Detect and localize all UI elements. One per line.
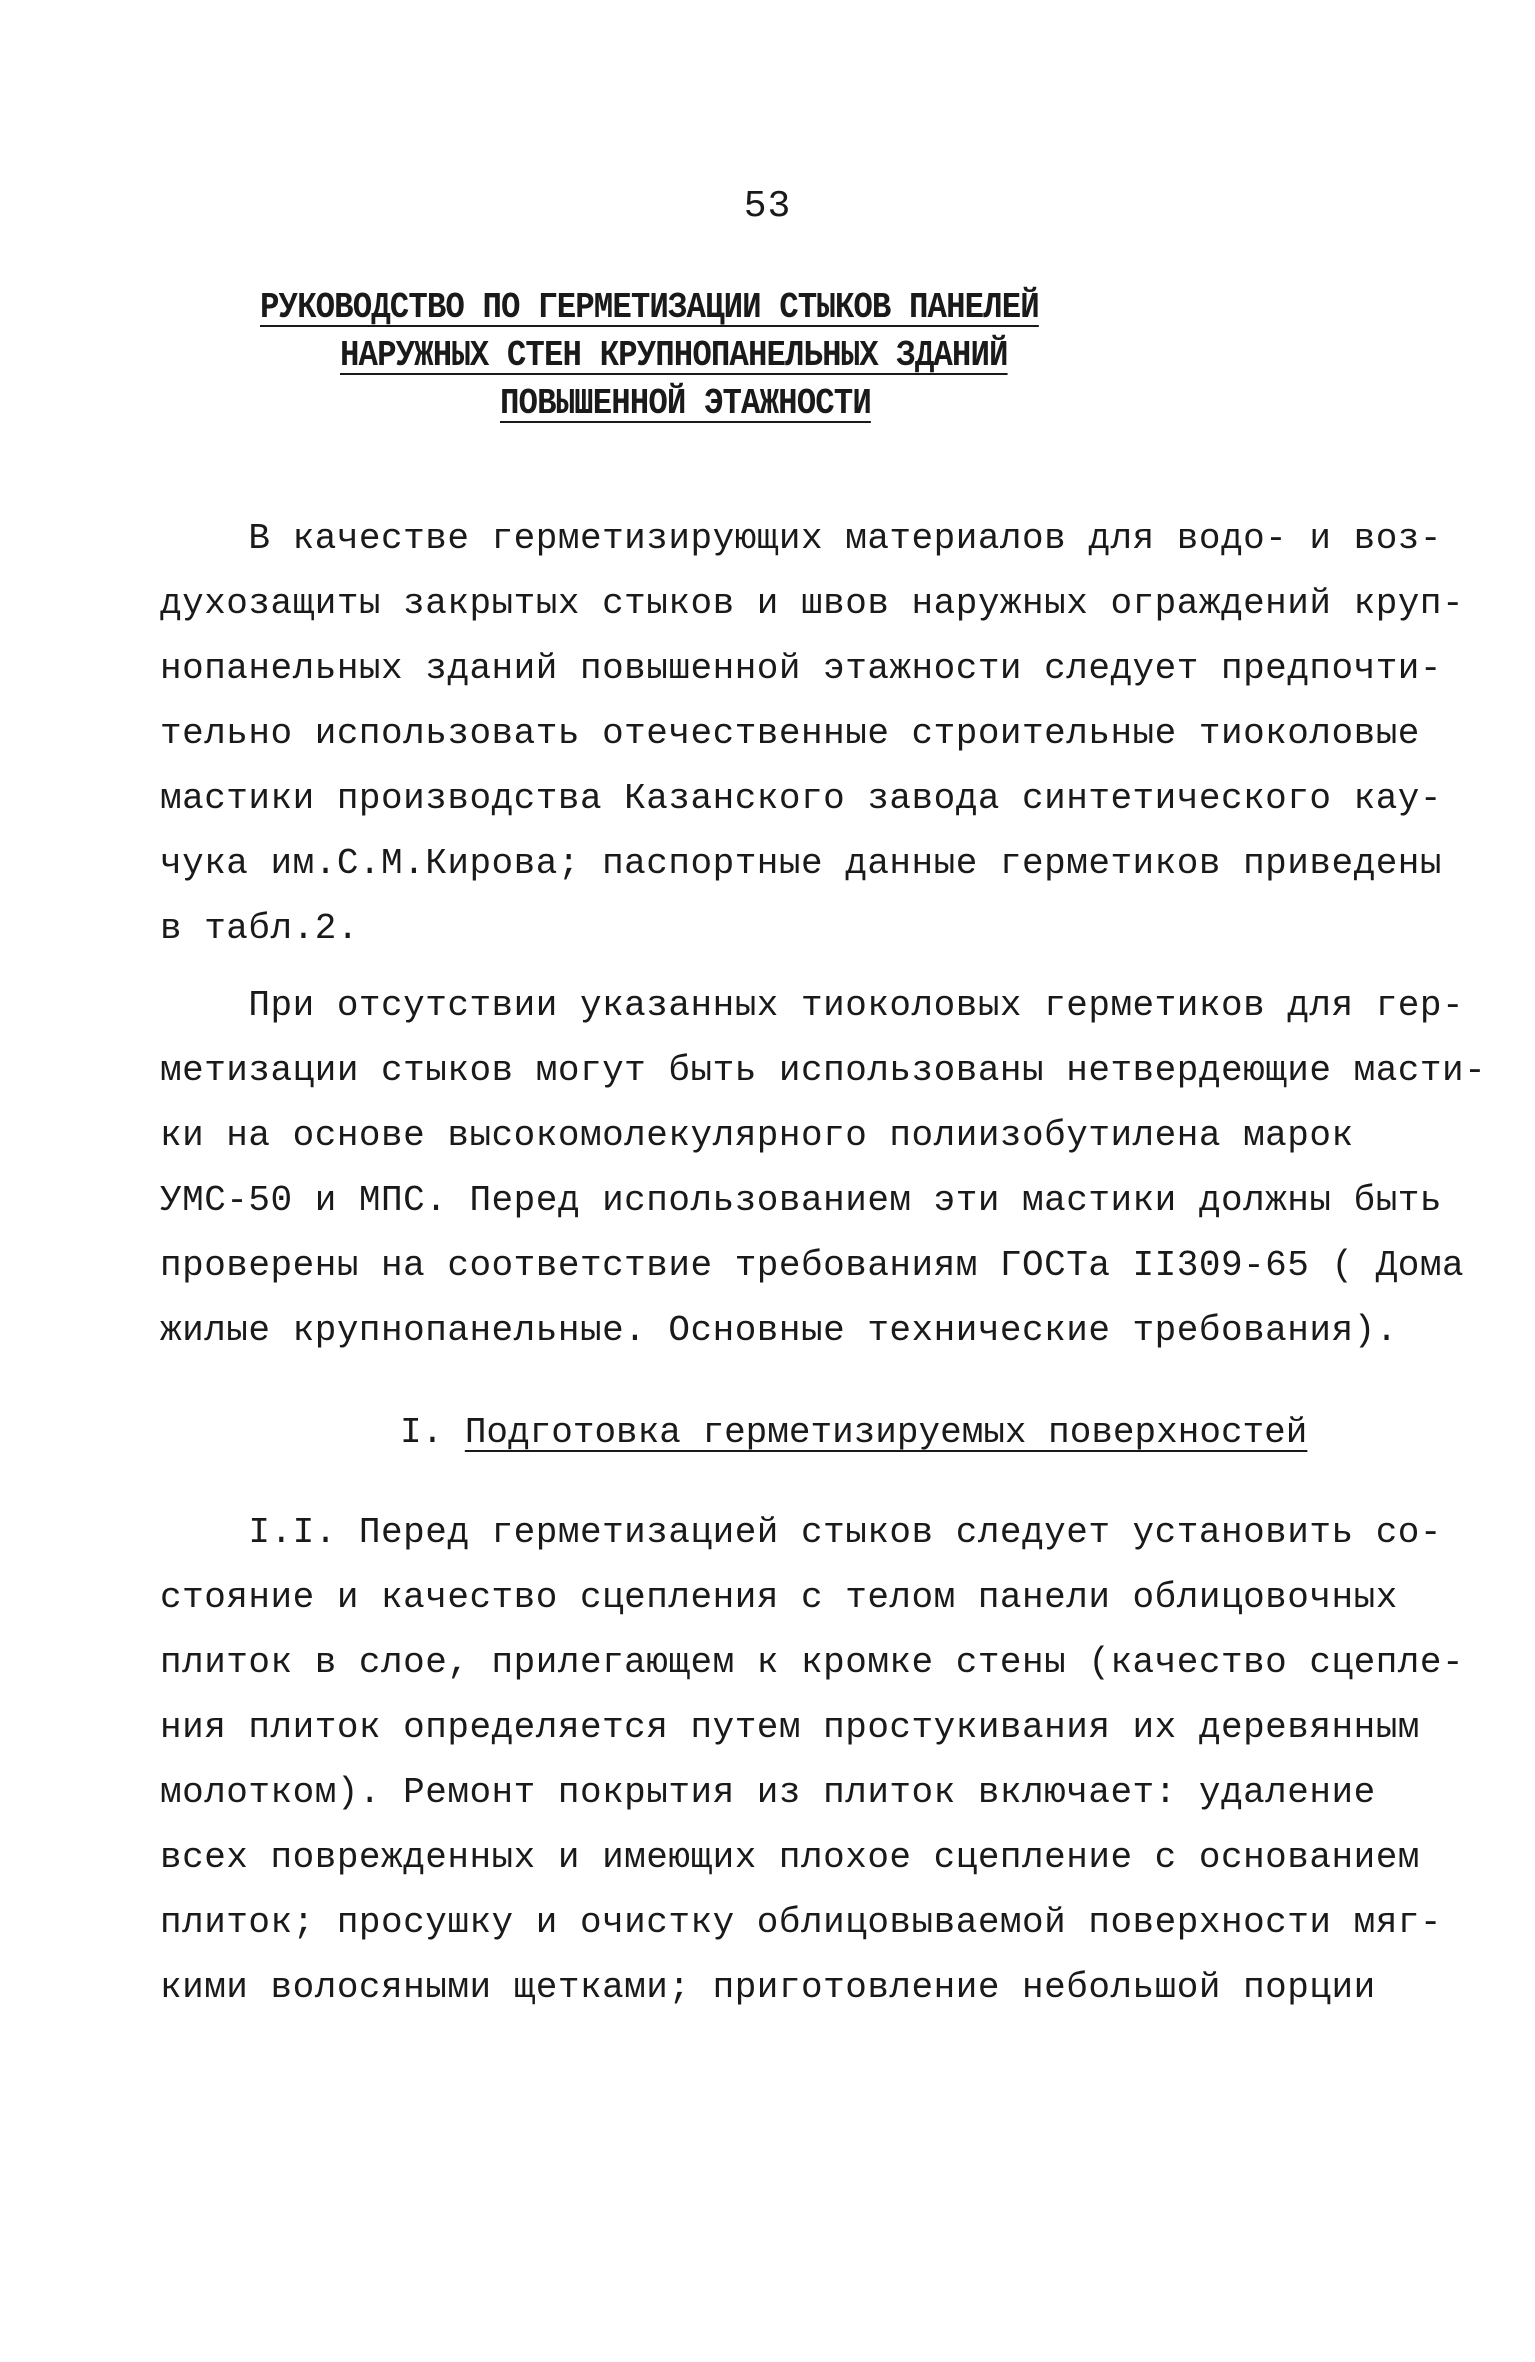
paragraph-2-line: При отсутствии указанных тиоколовых герметиков для гер- — [160, 985, 1465, 1026]
paragraph-1-line: В качестве герметизирующих материалов для водо- и воз- — [160, 518, 1443, 559]
document-title-line-3: ПОВЫШЕННОЙ ЭТАЖНОСТИ — [500, 383, 871, 424]
document-title-line-1: РУКОВОДСТВО ПО ГЕРМЕТИЗАЦИИ СТЫКОВ ПАНЕЛЕЙ — [260, 287, 1039, 328]
paragraph-2-line: метизации стыков могут быть использованы нетвердеющие масти- — [160, 1050, 1487, 1091]
paragraph-2-line: ки на основе высокомолекулярного полиизобутилена марок — [160, 1115, 1354, 1156]
paragraph-1-line: нопанельных зданий повышенной этажности следует предпочти- — [160, 648, 1443, 689]
paragraph-2-line: жилые крупнопанельные. Основные технические требования). — [160, 1310, 1398, 1351]
paragraph-3-line: стояние и качество сцепления с телом панели облицовочных — [160, 1577, 1398, 1618]
section-heading — [400, 1412, 1307, 1453]
paragraph-3-line: всех поврежденных и имеющих плохое сцепление с основанием — [160, 1837, 1420, 1878]
paragraph-1-line: тельно использовать отечественные строительные тиоколовые — [160, 713, 1420, 754]
paragraph-1-line: в табл.2. — [160, 908, 359, 949]
paragraph-3-line: I.I. Перед герметизацией стыков следует установить со- — [160, 1512, 1443, 1553]
paragraph-1-line: мастики производства Казанского завода синтетического кау- — [160, 778, 1443, 819]
paragraph-3-line: плиток в слое, прилегающем к кромке стены (качество сцепле- — [160, 1642, 1465, 1683]
paragraph-3-line: молотком). Ремонт покрытия из плиток включает: удаление — [160, 1772, 1376, 1813]
paragraph-3-line: ния плиток определяется путем простукивания их деревянным — [160, 1707, 1420, 1748]
document-title-line-2: НАРУЖНЫХ СТЕН КРУПНОПАНЕЛЬНЫХ ЗДАНИЙ — [340, 335, 1008, 376]
section-number: I. — [400, 1412, 444, 1453]
paragraph-3-line: кими волосяными щетками; приготовление небольшой порции — [160, 1967, 1376, 2008]
paragraph-2-line: проверены на соответствие требованиям ГОСТа II309-65 ( Дома — [160, 1245, 1465, 1286]
paragraph-1-line: духозащиты закрытых стыков и швов наружных ограждений круп- — [160, 583, 1465, 624]
section-title: Подготовка герметизируемых поверхностей — [464, 1412, 1308, 1453]
page-number: 53 — [743, 185, 792, 228]
paragraph-2-line: УМС-50 и МПС. Перед использованием эти мастики должны быть — [160, 1180, 1443, 1221]
paragraph-3-line: плиток; просушку и очистку облицовываемой поверхности мяг- — [160, 1902, 1443, 1943]
paragraph-1-line: чука им.С.М.Кирова; паспортные данные герметиков приведены — [160, 843, 1443, 884]
